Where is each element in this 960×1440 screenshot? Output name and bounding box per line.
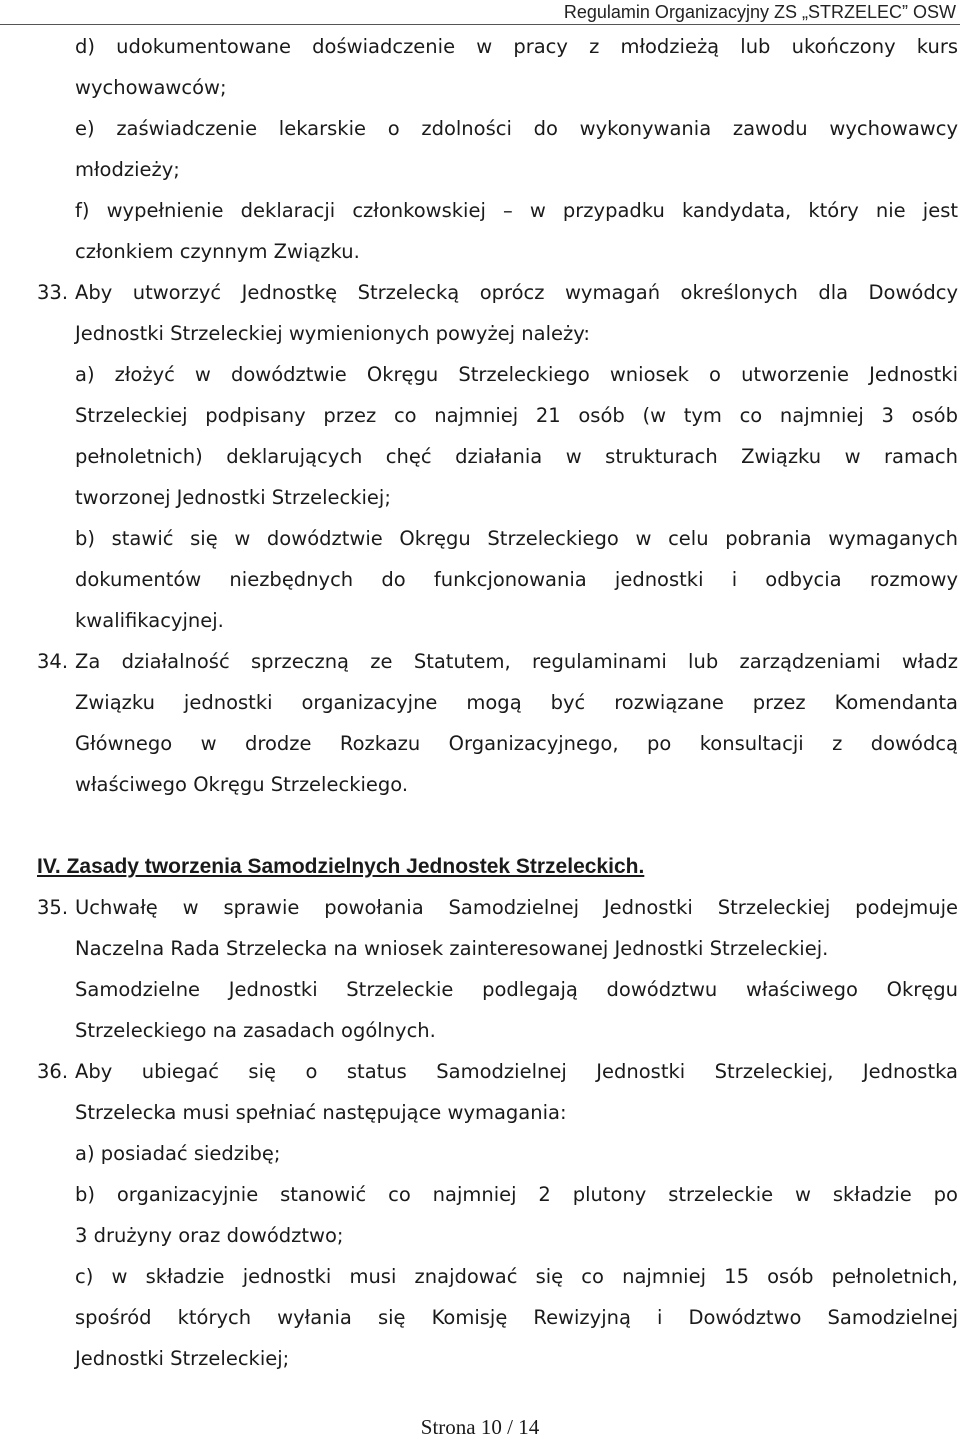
list-item-32d — [0, 26, 958, 108]
document-body — [0, 26, 958, 1379]
text-line: b) stawić się w dowództwie Okręgu Strzeleckiego w celu pobrania wymaganych — [75, 527, 958, 550]
text-line: d) udokumentowane doświadczenie w pracy z młodzieżą lub ukończony kurs — [75, 35, 958, 58]
text-line: e) zaświadczenie lekarskie o zdolności do wykonywania zawodu wychowawcy — [75, 117, 958, 140]
text-line: wychowawców; — [75, 76, 227, 99]
text-line: f) wypełnienie deklaracji członkowskiej – w przypadku kandydata, który nie jest — [75, 199, 958, 222]
page-number: Strona 10 / 14 — [420, 1415, 540, 1439]
text-line: Aby ubiegać się o status Samodzielnej Jednostki Strzeleckiej, Jednostka — [75, 1060, 958, 1083]
text-line: Jednostki Strzeleckiej wymienionych powyżej należy: — [75, 322, 590, 345]
paragraph-33 — [0, 272, 958, 354]
text-line: członkiem czynnym Związku. — [75, 240, 360, 263]
list-item-32f — [0, 190, 958, 272]
paragraph-36 — [0, 1051, 958, 1092]
text-line: młodzieży; — [75, 158, 180, 181]
list-item-36c — [0, 1256, 958, 1379]
paragraph-number: 35. — [37, 896, 69, 919]
text-line: 3 drużyny oraz dowództwo; — [75, 1224, 344, 1247]
running-header-title: Regulamin Organizacyjny ZS „STRZELEC” OSW — [563, 2, 956, 22]
text-line: Samodzielne Jednostki Strzeleckie podlegają dowództwu właściwego Okręgu — [75, 978, 958, 1001]
text-line: Strzeleckiej podpisany przez co najmniej 21 osób (w tym co najmniej 3 osób — [75, 404, 958, 427]
text-line: Związku jednostki organizacyjne mogą być rozwiązane przez Komendanta — [75, 691, 958, 714]
chapter-heading: IV. Zasady tworzenia Samodzielnych Jednostek Strzeleckich. — [37, 855, 645, 878]
text-line: spośród których wyłania się Komisję Rewizyjną i Dowództwo Samodzielnej — [75, 1306, 958, 1329]
text-line: dokumentów niezbędnych do funkcjonowania jednostki i odbycia rozmowy — [75, 568, 958, 591]
paragraph-34 — [0, 641, 958, 682]
text-line: a) posiadać siedzibę; — [75, 1142, 281, 1165]
text-line: tworzonej Jednostki Strzeleckiej; — [75, 486, 391, 509]
text-line: Strzeleckiego na zasadach ogólnych. — [75, 1019, 436, 1042]
text-line: Jednostki Strzeleckiej; — [75, 1347, 290, 1370]
paragraph-35-continued — [0, 928, 958, 1051]
paragraph-number: 33. — [37, 281, 69, 304]
paragraph-36-continued — [0, 1092, 958, 1133]
text-line: pełnoletnich) deklarujących chęć działania w strukturach Związku w ramach — [75, 445, 958, 468]
paragraph-number: 36. — [37, 1060, 69, 1083]
text-line: a) złożyć w dowództwie Okręgu Strzeleckiego wniosek o utworzenie Jednostki — [75, 363, 958, 386]
header-rule — [0, 24, 960, 25]
text-line: Naczelna Rada Strzelecka na wniosek zainteresowanej Jednostki Strzeleckiej. — [75, 937, 829, 960]
text-line: Głównego w drodze Rozkazu Organizacyjnego, po konsultacji z dowódcą — [75, 732, 958, 755]
text-line: właściwego Okręgu Strzeleckiego. — [75, 773, 409, 796]
text-line: c) w składzie jednostki musi znajdować się co najmniej 15 osób pełnoletnich, — [75, 1265, 958, 1288]
paragraph-34-continued — [0, 682, 958, 805]
list-item-36b — [0, 1174, 958, 1256]
text-line: Strzelecka musi spełniać następujące wymagania: — [75, 1101, 567, 1124]
paragraph-number: 34. — [37, 650, 69, 673]
list-item-33a — [0, 354, 958, 518]
text-line: kwalifikacyjnej. — [75, 609, 224, 632]
text-line: b) organizacyjnie stanowić co najmniej 2 plutony strzeleckie w składzie po — [75, 1183, 958, 1206]
text-line: Uchwałę w sprawie powołania Samodzielnej Jednostki Strzeleckiej podejmuje — [75, 896, 958, 919]
list-item-33b — [0, 518, 958, 641]
text-line: Za działalność sprzeczną ze Statutem, regulaminami lub zarządzeniami władz — [75, 650, 958, 673]
paragraph-35 — [0, 887, 958, 928]
text-line: Aby utworzyć Jednostkę Strzelecką oprócz wymagań określonych dla Dowódcy — [75, 281, 958, 304]
list-item-32e — [0, 108, 958, 190]
list-item-36a — [0, 1133, 958, 1174]
